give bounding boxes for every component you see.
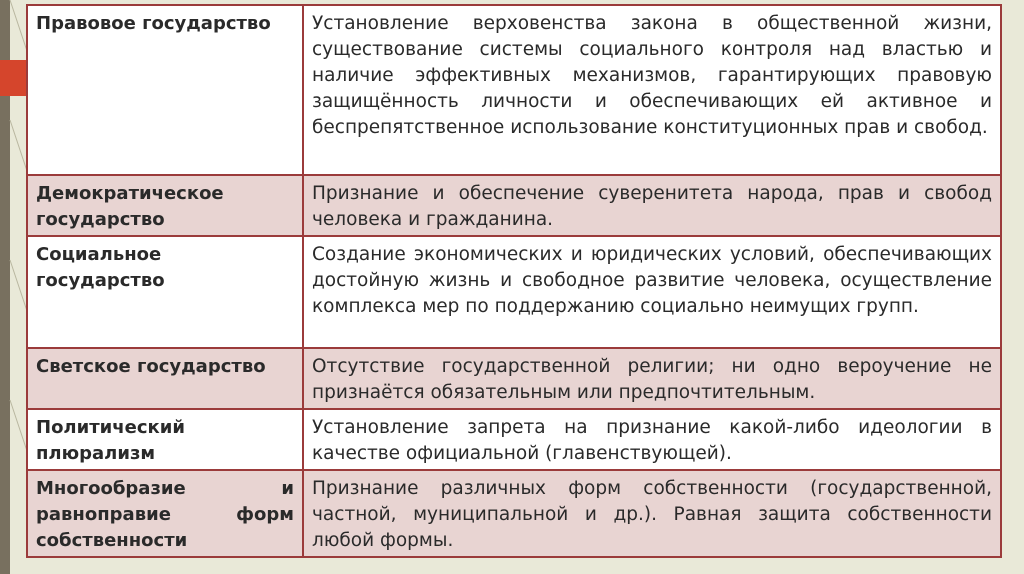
definition-cell: Признание и обеспечение суверенитета народа, прав и свобод человека и гражданина. [303,175,1001,236]
term-cell: Многообразие и равноправие форм собственности [27,470,303,557]
table-row [27,175,1001,236]
table-row [27,348,1001,409]
definition-cell: Создание экономических и юридических условий, обеспечивающих достойную жизнь и свободное развитие человека, осуществление комплекса мер по поддержанию социально неимущих групп. [303,236,1001,348]
table-row [27,409,1001,470]
term-cell: Правовое государство [27,5,303,175]
definition-cell: Установление запрета на признание какой-либо идеологии в качестве официальной (главенствующей). [303,409,1001,470]
table-row [27,470,1001,557]
term-cell: Политический плюрализм [27,409,303,470]
table-row [27,5,1001,175]
table-row [27,236,1001,348]
state-principles-table [26,4,1002,558]
term-cell: Социальное государство [27,236,303,348]
term-cell: Светское государство [27,348,303,409]
definition-cell: Признание различных форм собственности (государственной, частной, муниципальной и др.). Равная защита собственности любой формы. [303,470,1001,557]
term-cell: Демократическое государство [27,175,303,236]
definition-cell: Установление верховенства закона в общественной жизни, существование системы социального контроля над властью и наличие эффективных механизмов, гарантирующих правовую защищённость личности и обеспечивающих ей активное и беспрепятственное использование конституционных прав и свобод. [303,5,1001,175]
definition-cell: Отсутствие государственной религии; ни одно вероучение не признаётся обязательным или предпочтительным. [303,348,1001,409]
